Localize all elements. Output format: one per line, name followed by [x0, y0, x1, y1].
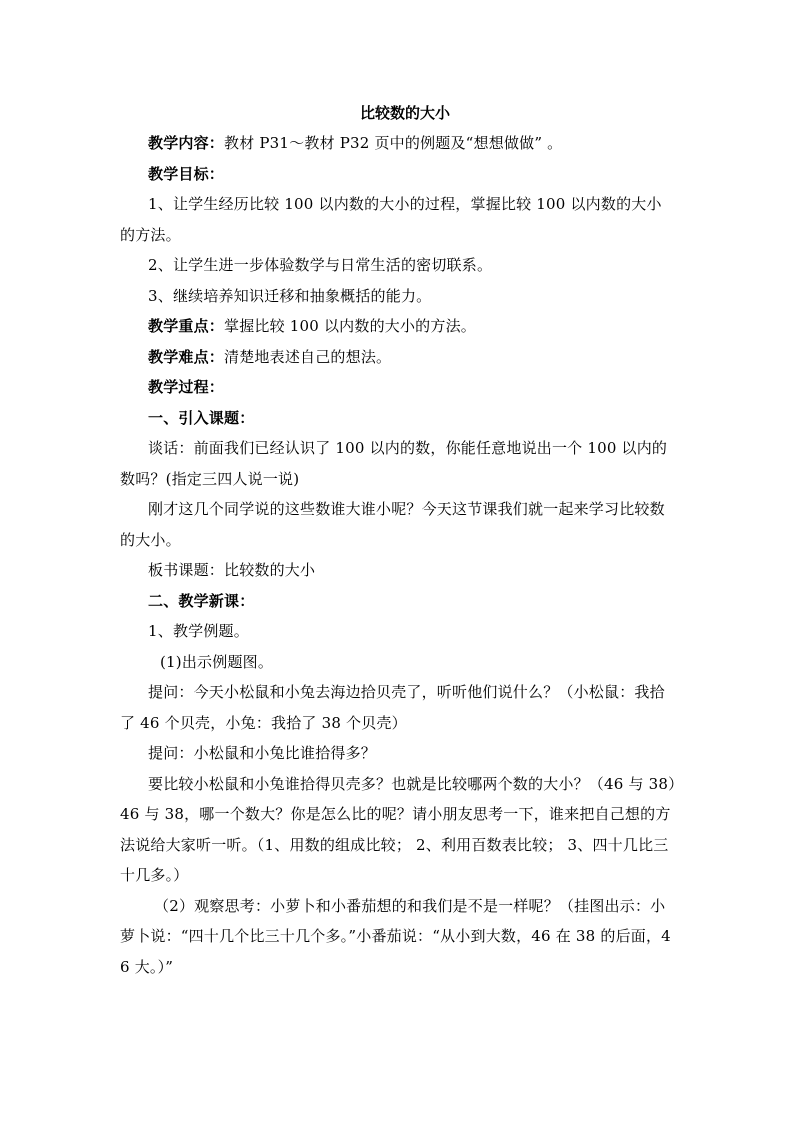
key-point-text: 掌握比较 100 以内数的大小的方法。 — [224, 317, 476, 335]
key-point-line — [120, 311, 676, 342]
section2-sub1: 1、教学例题。 — [148, 622, 249, 640]
section1-paragraph-3: 板书课题：比较数的大小 — [148, 561, 316, 579]
difficulty-line — [120, 342, 676, 373]
document-page — [120, 98, 676, 982]
section2-paragraph-3: 要比较小松鼠和小兔谁拾得贝壳多？也就是比较哪两个数的大小？（46 与 38）46 与 38，哪一个数大？你是怎么比的呢？请小朋友思考一下，谁来把自己想的方法说给大家听一听。（1、用数的组成比较； 2、利用百数表比较； 3、四十几比三十几多。） — [120, 774, 676, 884]
section2-heading: 二、教学新课： — [148, 591, 255, 610]
content-text: 教材 P31～教材 P32 页中的例题及“想想做做” 。 — [224, 134, 563, 152]
section2-step2: （2）观察思考：小萝卜和小番茄想的和我们是不是一样呢？（挂图出示：小萝卜说：“四十几个比三十几个多。”小番茄说：“从小到大数，46 在 38 的后面，46 大。）” — [120, 896, 671, 976]
document-title: 比较数的大小 — [359, 104, 450, 122]
content-line — [120, 128, 676, 159]
key-point-label: 教学重点： — [148, 317, 225, 335]
process-label: 教学过程： — [148, 378, 225, 396]
goals-label: 教学目标： — [148, 164, 225, 183]
section2-step1: (1)出示例题图。 — [160, 652, 274, 671]
content-label: 教学内容： — [148, 134, 225, 152]
difficulty-label: 教学难点： — [148, 347, 225, 366]
section1-paragraph-2: 刚才这几个同学说的这些数谁大谁小呢？今天这节课我们就一起来学习比较数的大小。 — [120, 500, 665, 549]
difficulty-text: 清楚地表述自己的想法。 — [224, 347, 392, 366]
section1-paragraph-1: 谈话：前面我们已经认识了 100 以内的数，你能任意地说出一个 100 以内的数吗？(指定三四人说一说) — [120, 439, 668, 488]
section2-paragraph-1: 提问：今天小松鼠和小兔去海边拾贝壳了，听听他们说什么？（小松鼠：我拾了 46 个贝壳，小兔：我拾了 38 个贝壳） — [120, 683, 665, 732]
goal-item-3: 3、继续培养知识迁移和抽象概括的能力。 — [148, 286, 432, 305]
goal-item-1: 1、让学生经历比较 100 以内数的大小的过程，掌握比较 100 以内数的大小的方法。 — [120, 195, 662, 244]
section2-paragraph-2: 提问：小松鼠和小兔比谁拾得多？ — [148, 744, 377, 762]
goal-item-2: 2、让学生进一步体验数学与日常生活的密切联系。 — [148, 256, 493, 274]
section1-heading: 一、引入课题： — [148, 408, 255, 427]
